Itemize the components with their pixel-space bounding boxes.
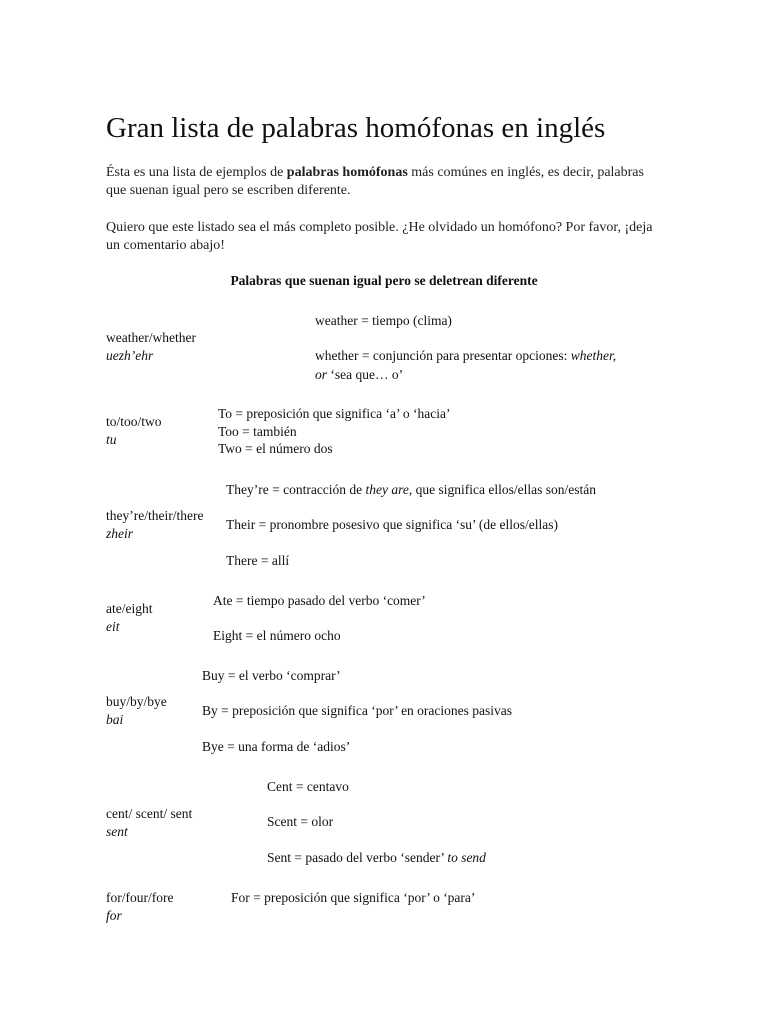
entry-words: for/four/fore (106, 890, 174, 905)
section-subheading: Palabras que suenan igual pero se deletrean diferente (230, 273, 538, 288)
definition-line: To = preposición que significa ‘a’ o ‘hacia’ (218, 406, 451, 421)
definition-line: Ate = tiempo pasado del verbo ‘comer’ (213, 593, 426, 608)
entry-words: weather/whether (106, 330, 196, 345)
definition-line: Eight = el número ocho (213, 628, 341, 643)
entry-words: buy/by/bye (106, 694, 167, 709)
definition-italic: they are (365, 482, 409, 497)
page-title: Gran lista de palabras homófonas en inglés (106, 112, 606, 144)
entry-words-cent (106, 805, 192, 841)
definition-italic: or (315, 367, 328, 382)
definition-line (226, 481, 596, 499)
definition-text: They’re = contracción de (226, 482, 366, 497)
definition-line: Bye = una forma de ‘adios’ (202, 739, 351, 754)
entry-words-for (106, 889, 173, 925)
entry-pronunciation: sent (106, 824, 128, 839)
intro-paragraph-2: Quiero que este listado sea el más completo posible. ¿He olvidado un homófono? Por favor, ¡deja un comentario abajo! (106, 220, 653, 253)
intro-text-1b: más comúnes en inglés, es decir, palabras que suenan igual pero se escriben diferente. (106, 165, 644, 198)
entry-words: ate/eight (106, 601, 153, 616)
entry-words-to (106, 413, 162, 449)
intro-paragraph-1 (106, 164, 666, 200)
definition-line: Cent = centavo (267, 779, 349, 794)
entry-words: cent/ scent/ sent (106, 806, 193, 821)
intro-text-1a: Ésta es una lista de ejemplos de (106, 165, 287, 180)
entry-pronunciation: uezh’ehr (106, 348, 154, 363)
definition-text: ‘sea que… o’ (327, 367, 404, 382)
definition-line: Buy = el verbo ‘comprar’ (202, 668, 341, 683)
definition-line: Their = pronombre posesivo que significa ‘su’ (de ellos/ellas) (226, 517, 559, 532)
entry-words-buy (106, 693, 167, 729)
definition-line: By = preposición que significa ‘por’ en oraciones pasivas (202, 703, 513, 718)
definition-line: weather = tiempo (clima) (315, 313, 452, 328)
entry-words-they-re (106, 507, 203, 543)
entry-pronunciation: zheir (106, 526, 133, 541)
definition-line: For = preposición que significa ‘por’ o ‘para’ (231, 890, 476, 905)
definition-text: , que significa ellos/ellas son/están (408, 482, 596, 497)
definition-line (267, 849, 486, 867)
definition-line: Two = el número dos (218, 441, 333, 456)
entry-words-ate (106, 600, 152, 636)
entry-pronunciation: tu (106, 432, 117, 447)
definition-line: Scent = olor (267, 814, 334, 829)
entry-words-weather (106, 329, 196, 365)
entry-words: they’re/their/there (106, 508, 204, 523)
definition-text: Sent = pasado del verbo ‘sender’ (267, 850, 448, 865)
intro-bold-term: palabras homófonas (286, 165, 408, 180)
entry-pronunciation: eit (106, 619, 120, 634)
definition-line: There = allí (226, 553, 290, 568)
definition-italic: whether, (570, 348, 617, 363)
definition-line (315, 347, 616, 365)
definition-italic: to send (447, 850, 486, 865)
definition-line: Too = también (218, 424, 297, 439)
entry-words: to/too/two (106, 414, 162, 429)
definition-text: whether = conjunción para presentar opciones: (315, 348, 571, 363)
entry-pronunciation: bai (106, 712, 124, 727)
definition-line (315, 366, 403, 384)
entry-pronunciation: for (106, 908, 122, 923)
